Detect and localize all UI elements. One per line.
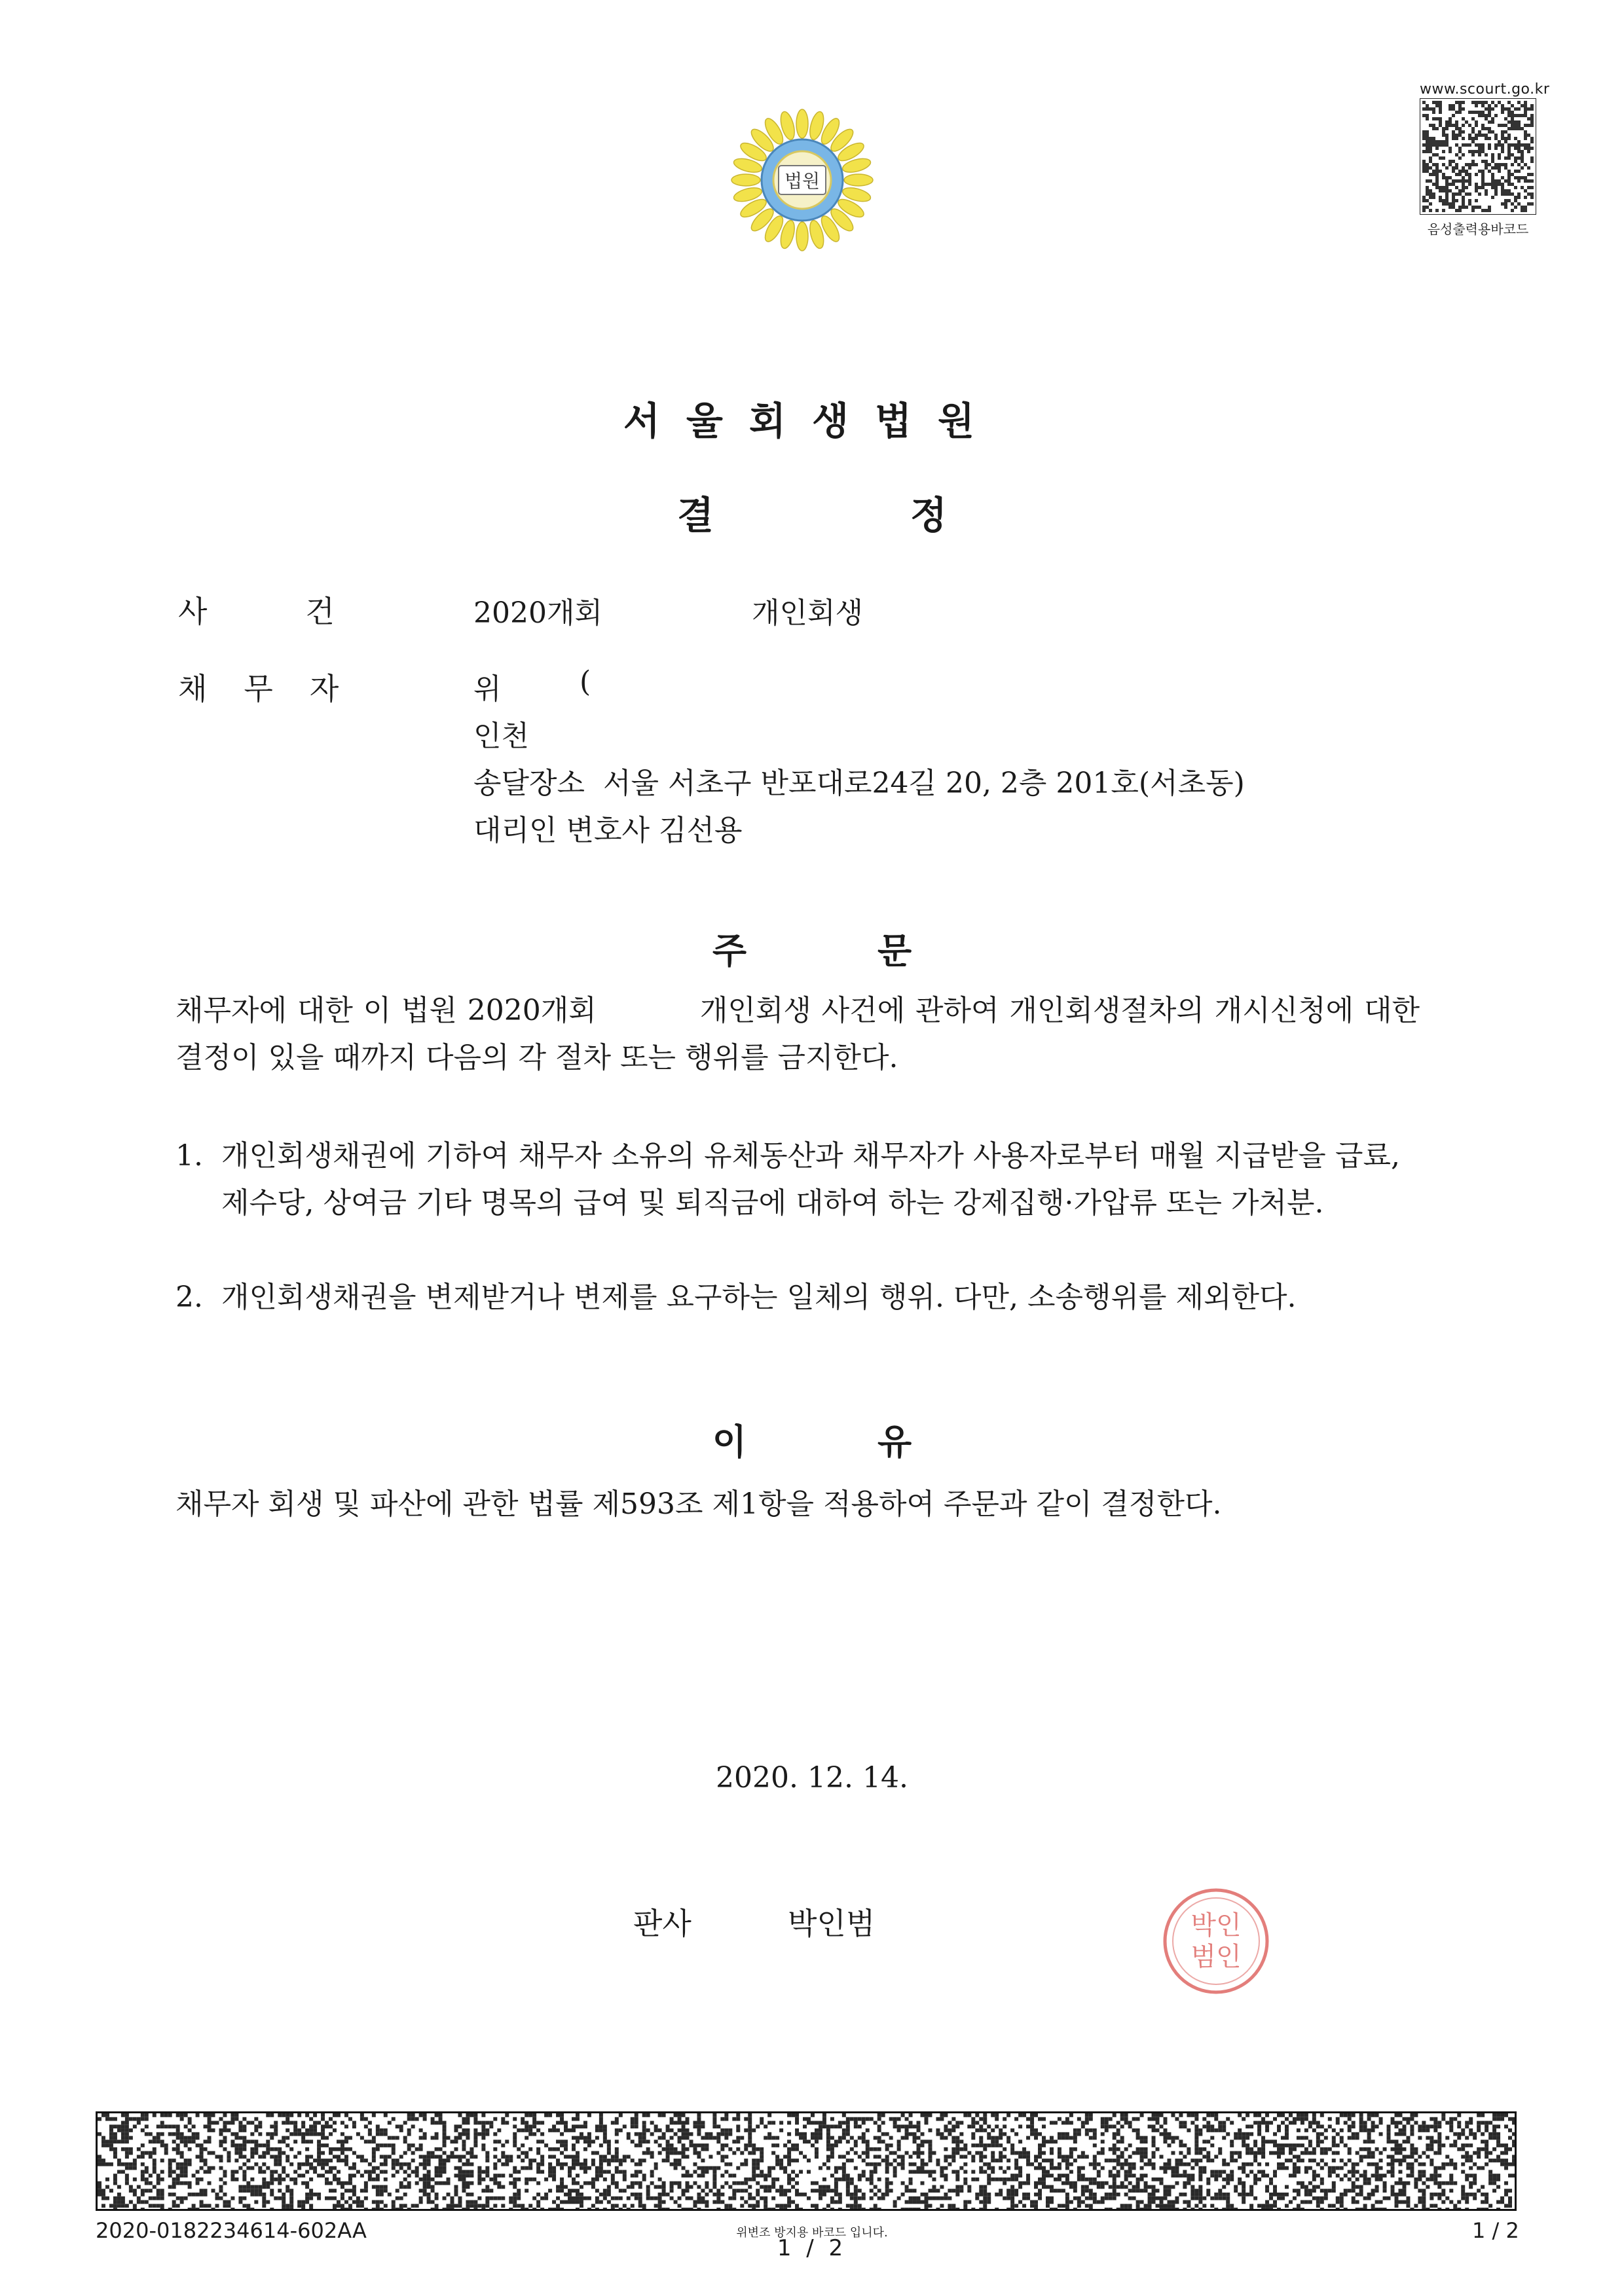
reason-title: 이유 bbox=[712, 1421, 1043, 1463]
qr-url: www.scourt.go.kr bbox=[1420, 81, 1550, 98]
debtor-agent: 대리인 변호사 김선용 bbox=[473, 814, 743, 847]
page-number-center: 1 / 2 bbox=[777, 2235, 847, 2261]
order-intro: 채무자에 대한 이 법원 2020개회 개인회생 사건에 관하여 개인회생절차의 개시신청에 대한 결정이 있을 때까지 다음의 각 절차 또는 행위를 금지한다. bbox=[175, 994, 1429, 1074]
order-title: 주문 bbox=[712, 930, 1043, 972]
debtor-label: 채무자 bbox=[178, 671, 376, 706]
emblem-text: 법원 bbox=[784, 170, 821, 192]
seal-text: 박인 bbox=[1190, 1910, 1242, 1941]
debtor-address: 인천 bbox=[473, 720, 530, 753]
qr-caption: 음성출력용바코드 bbox=[1427, 221, 1529, 237]
seal-text: 범인 bbox=[1190, 1942, 1242, 1972]
judge-seal-icon bbox=[1160, 1886, 1272, 1997]
page-number-right: 1 / 2 bbox=[1472, 2218, 1519, 2243]
debtor-name: 위 bbox=[473, 672, 502, 706]
order-item-number: 1. bbox=[175, 1139, 203, 1173]
judge-title: 판사 bbox=[633, 1906, 692, 1941]
case-label: 사건 bbox=[178, 594, 433, 629]
debtor-paren: ( bbox=[580, 665, 591, 699]
case-number: 2020개회 bbox=[473, 596, 602, 630]
decision-date: 2020. 12. 14. bbox=[716, 1761, 908, 1795]
court-emblem-icon bbox=[724, 101, 881, 259]
judge-name: 박인범 bbox=[788, 1906, 876, 1941]
reason-text: 채무자 회생 및 파산에 관한 법률 제593조 제1항을 적용하여 주문과 같이 결정한다. bbox=[175, 1487, 1222, 1521]
anti-forgery-barcode-icon bbox=[96, 2111, 1517, 2211]
voice-barcode-icon bbox=[1420, 98, 1536, 215]
order-item: 개인회생채권을 변제받거나 변제를 요구하는 일체의 행위. 다만, 소송행위를 제외한다. bbox=[221, 1281, 1297, 1314]
case-type: 개인회생 bbox=[752, 596, 864, 630]
forgery-note: 위변조 방지용 바코드 입니다. bbox=[736, 2226, 888, 2240]
order-item-number: 2. bbox=[175, 1281, 203, 1314]
document-id: 2020-0182234614-602AA bbox=[96, 2218, 367, 2243]
order-item: 개인회생채권에 기하여 채무자 소유의 유체동산과 채무자가 사용자로부터 매월 지급받을 급료, 제수당, 상여금 기타 명목의 급여 및 퇴직금에 대하여 하는 강제집행·가압류 또는 가처분. bbox=[221, 1139, 1400, 1220]
document-type: 결정 bbox=[676, 493, 1144, 538]
court-name: 서울회생법원 bbox=[623, 399, 1001, 443]
service-address: 송달장소 서울 서초구 반포대로24길 20, 2층 201호(서초동) bbox=[473, 767, 1245, 800]
